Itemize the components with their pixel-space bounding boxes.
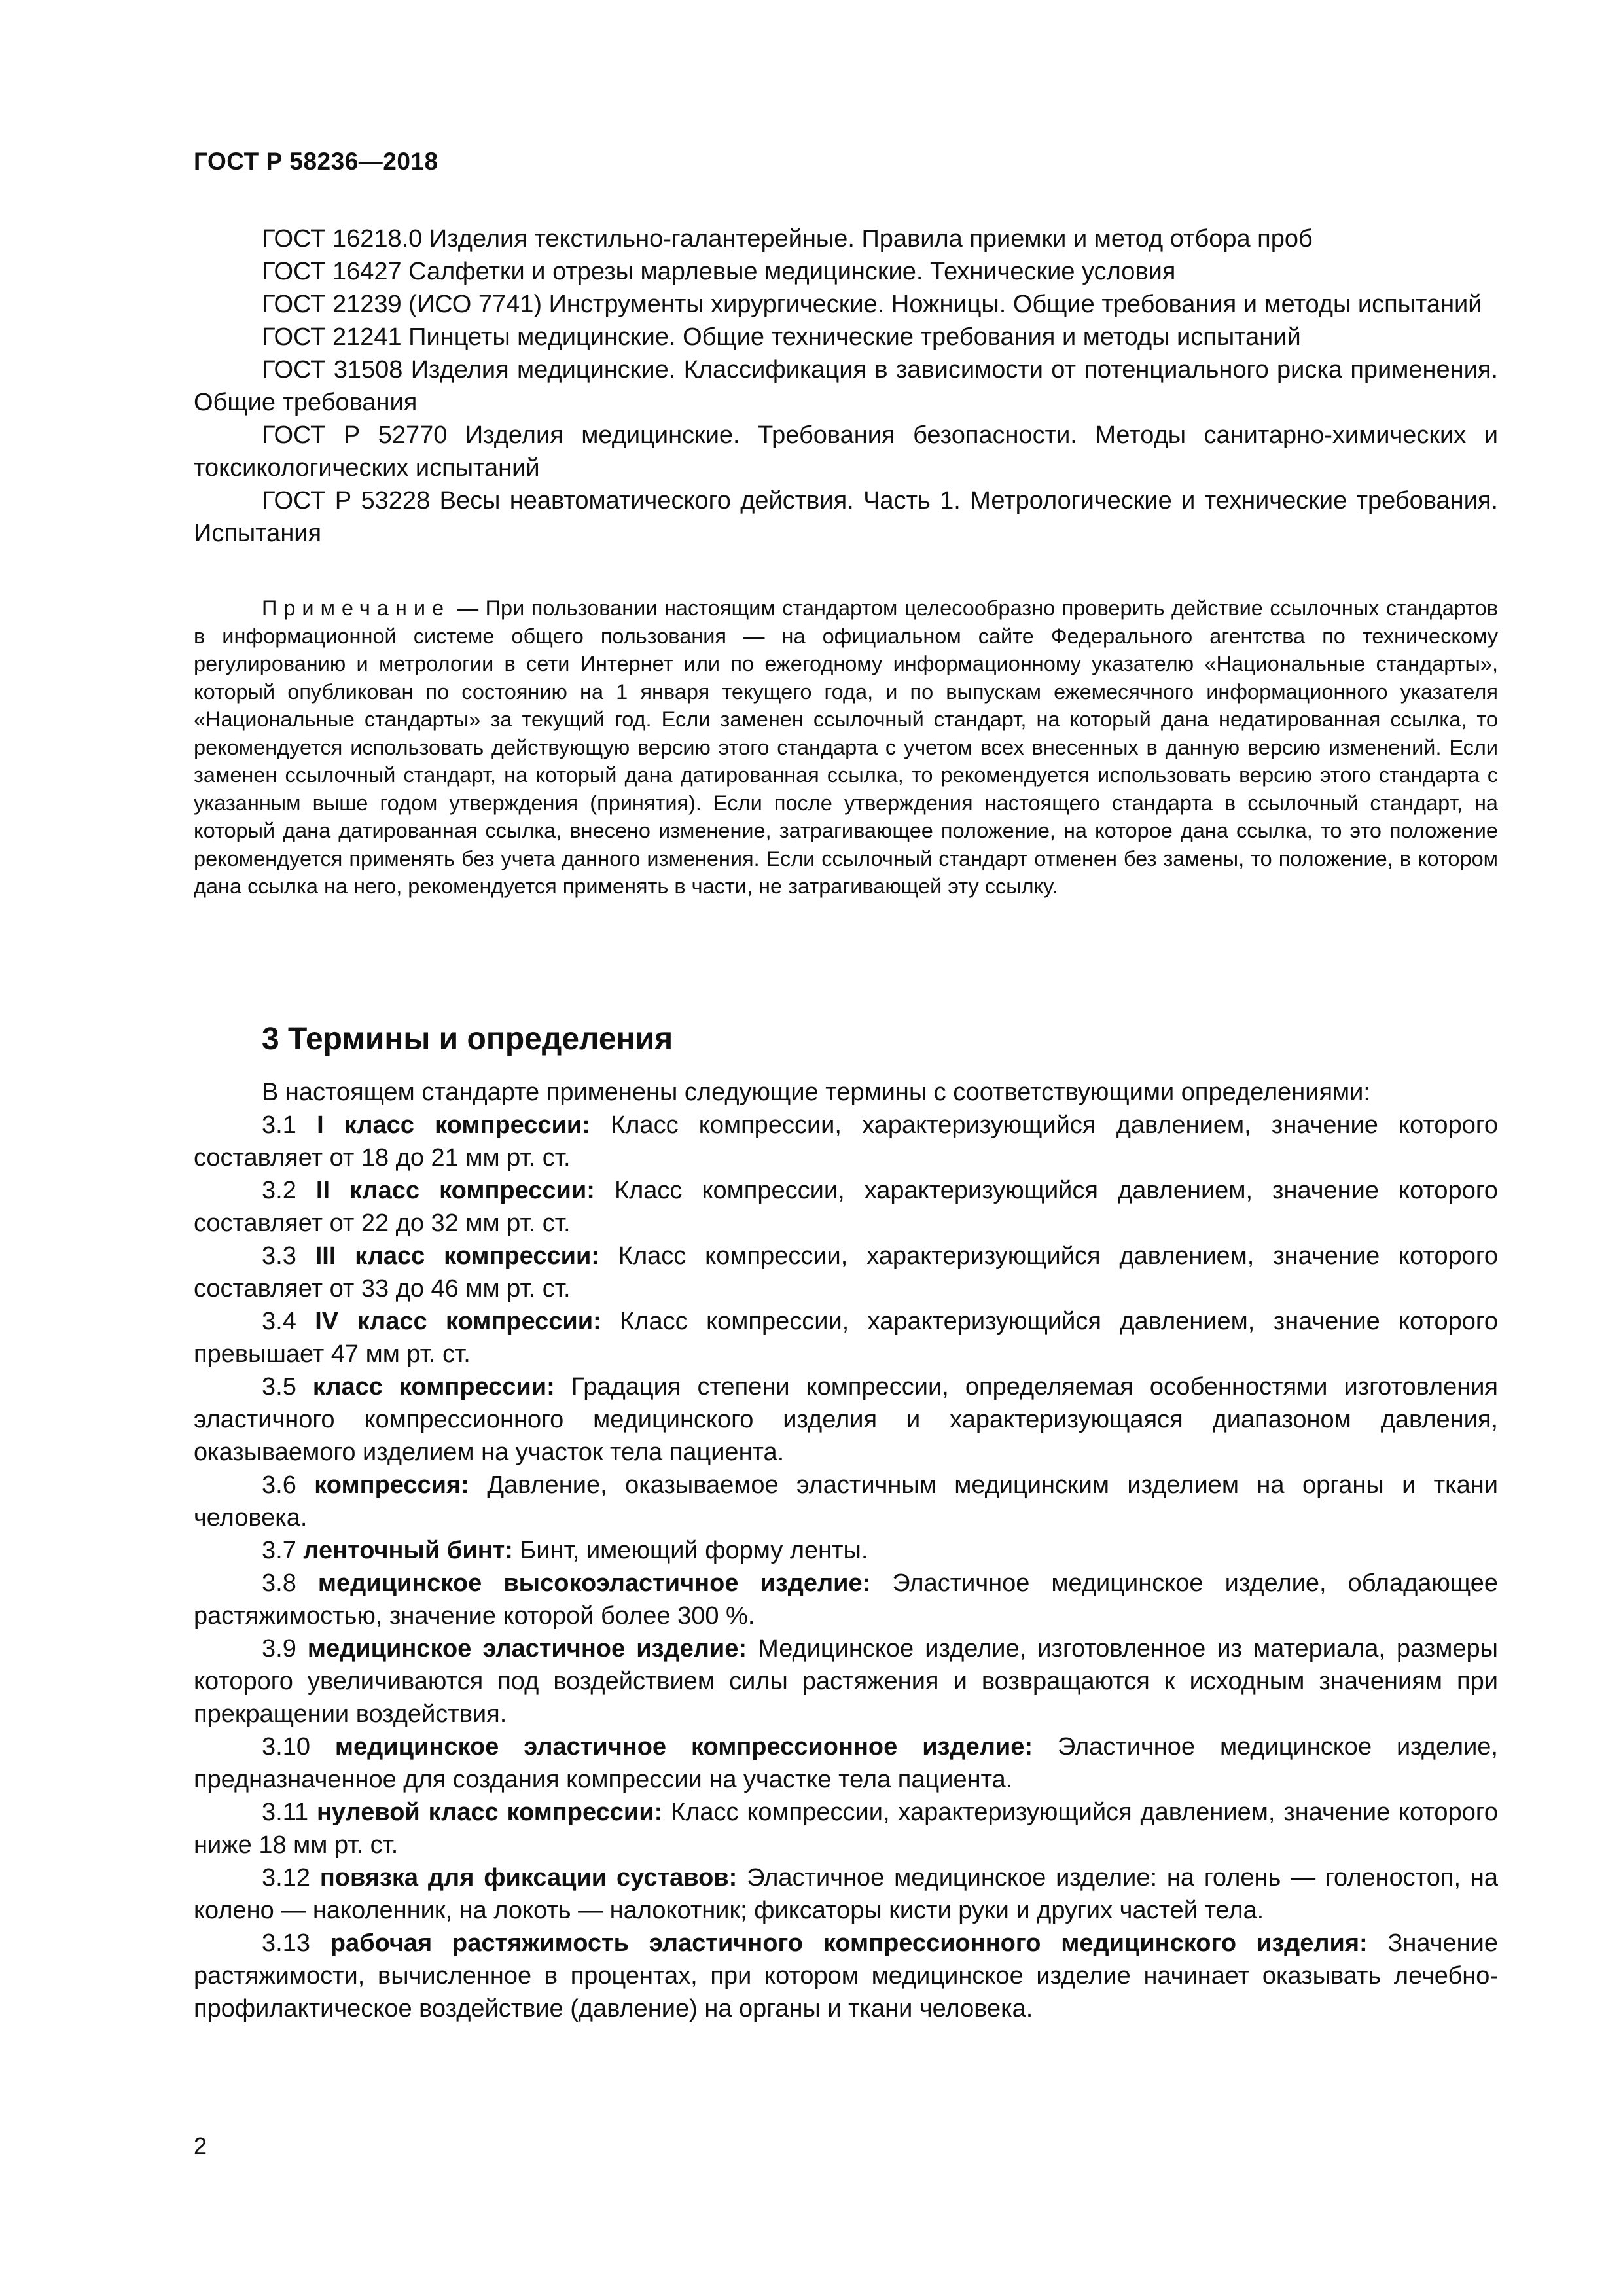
term-definition: Эластичное медицинское изделие: на голень — голеностоп, на колено — наколенник, на локоть — налокотник; фиксаторы кисти руки и других частей тела.: [194, 1864, 1498, 1924]
normative-references-list: [194, 223, 1498, 550]
term-number: 3.11: [262, 1799, 317, 1826]
term-name: I класс компрессии:: [317, 1111, 590, 1139]
term-name: рабочая растяжимость эластичного компрессионного медицинского изделия:: [330, 1929, 1368, 1957]
term-entry: [194, 1632, 1498, 1731]
term-entry: [194, 1469, 1498, 1534]
term-entry: [194, 1534, 1498, 1567]
term-entry: [194, 1174, 1498, 1240]
term-entry: [194, 1861, 1498, 1927]
term-number: 3.1: [262, 1111, 317, 1139]
reference-item: ГОСТ 16427 Салфетки и отрезы марлевые медицинские. Технические условия: [262, 258, 1176, 285]
term-entry: [194, 1371, 1498, 1469]
note-label: Примечание: [262, 596, 451, 620]
term-entry: [194, 1109, 1498, 1174]
term-number: 3.7: [262, 1537, 304, 1564]
term-definition: Класс компрессии, характеризующийся давлением, значение которого составляет от 18 до 21 мм рт. ст.: [194, 1111, 1498, 1172]
term-number: 3.10: [262, 1733, 335, 1761]
term-entry: [194, 1927, 1498, 2025]
term-number: 3.6: [262, 1471, 315, 1499]
term-name: компрессия:: [314, 1471, 469, 1499]
term-number: 3.3: [262, 1242, 315, 1270]
term-entry: [194, 1305, 1498, 1371]
term-number: 3.13: [262, 1929, 330, 1957]
term-definition: Класс компрессии, характеризующийся давлением, значение которого составляет от 33 до 46 мм рт. ст.: [194, 1242, 1499, 1302]
reference-item: ГОСТ 31508 Изделия медицинские. Классификация в зависимости от потенциального риска применения. Общие требования: [194, 356, 1498, 416]
term-name: III класс компрессии:: [315, 1242, 599, 1270]
reference-item: ГОСТ Р 52770 Изделия медицинские. Требования безопасности. Методы санитарно-химических и токсикологических испытаний: [194, 422, 1498, 482]
term-definition: Эластичное медицинское изделие, обладающее растяжимостью, значение которой более 300 %.: [194, 1570, 1498, 1630]
term-name: ленточный бинт:: [303, 1537, 513, 1564]
term-definition: Давление, оказываемое эластичным медицинским изделием на органы и ткани человека.: [194, 1471, 1498, 1532]
term-number: 3.9: [262, 1635, 308, 1662]
term-name: медицинское эластичное изделие:: [307, 1635, 747, 1662]
term-definition: Бинт, имеющий форму ленты.: [512, 1537, 868, 1564]
term-entry: [194, 1240, 1498, 1305]
term-definition: Класс компрессии, характеризующийся давлением, значение которого составляет от 22 до 32 мм рт. ст.: [194, 1177, 1498, 1237]
reference-item: ГОСТ 21239 (ИСО 7741) Инструменты хирургические. Ножницы. Общие требования и методы испытаний: [262, 291, 1482, 318]
term-entry: [194, 1731, 1498, 1796]
term-number: 3.2: [262, 1177, 316, 1204]
term-definition: Класс компрессии, характеризующийся давлением, значение которого ниже 18 мм рт. ст.: [194, 1799, 1498, 1859]
reference-item: ГОСТ 16218.0 Изделия текстильно-галантерейные. Правила приемки и метод отбора проб: [262, 225, 1313, 253]
term-definition: Класс компрессии, характеризующийся давлением, значение которого превышает 47 мм рт. ст.: [194, 1308, 1499, 1368]
term-name: медицинское эластичное компрессионное изделие:: [334, 1733, 1033, 1761]
term-number: 3.8: [262, 1570, 318, 1597]
term-name: медицинское высокоэластичное изделие:: [317, 1570, 871, 1597]
note-text: — При пользовании настоящим стандартом целесообразно проверить действие ссылочных стандартов в информационной системе общего пользования — на официальном сайте Федерального агентства по техническому регулированию и метрологии в сети Интернет или по ежегодному информационному указателю «Национальные стандарты», который опубликован по состоянию на 1 января текущего года, и по выпускам ежемесячного информационного указателя «Национальные стандарты» за текущий год. Если заменен ссылочный стандарт, на который дана недатированная ссылка, то рекомендуется использовать действующую версию этого стандарта с учетом всех внесенных в данную версию изменений. Если заменен ссылочный стандарт, на который дана датированная ссылка, то рекомендуется использовать версию этого стандарта с указанным выше годом утверждения (принятия). Если после утверждения настоящего стандарта в ссылочный стандарт, на который дана датированная ссылка, внесено изменение, затрагивающее положение, на которое дана ссылка, то это положение рекомендуется применять без учета данного изменения. Если ссылочный стандарт отменен без замены, то положение, в котором дана ссылка на него, рекомендуется применять в части, не затрагивающей эту ссылку.: [194, 596, 1498, 898]
term-entry: [194, 1567, 1498, 1632]
term-name: повязка для фиксации суставов:: [319, 1864, 738, 1892]
term-definition: Градация степени компрессии, определяемая особенностями изготовления эластичного компрессионного медицинского изделия и характеризующаяся диапазоном давления, оказываемого изделием на участок тела пациента.: [194, 1373, 1499, 1466]
term-number: 3.5: [262, 1373, 313, 1401]
term-name: нулевой класс компрессии:: [316, 1799, 663, 1826]
page-number: 2: [194, 2132, 207, 2159]
term-name: II класс компрессии:: [315, 1177, 595, 1204]
reference-item: ГОСТ 21241 Пинцеты медицинские. Общие технические требования и методы испытаний: [262, 323, 1301, 351]
terms-list: [194, 1076, 1498, 2025]
term-definition: Медицинское изделие, изготовленное из материала, размеры которого увеличиваются под воздействием силы растяжения и возвращаются к исходным значениям при прекращении воздействия.: [194, 1635, 1498, 1728]
term-definition: Значение растяжимости, вычисленное в процентах, при котором медицинское изделие начинает оказывать лечебно-профилактическое воздействие (давление) на органы и ткани человека.: [194, 1929, 1498, 2022]
term-definition: Эластичное медицинское изделие, предназначенное для создания компрессии на участке тела пациента.: [194, 1733, 1498, 1793]
document-code-header: ГОСТ Р 58236—2018: [194, 148, 438, 175]
term-name: класс компрессии:: [312, 1373, 555, 1401]
term-entry: [194, 1796, 1498, 1861]
reference-note: [194, 594, 1498, 901]
section-title: 3 Термины и определения: [262, 1022, 673, 1056]
note-paragraph: [194, 594, 1498, 901]
term-name: IV класс компрессии:: [315, 1308, 601, 1335]
term-number: 3.12: [262, 1864, 320, 1892]
reference-item: ГОСТ Р 53228 Весы неавтоматического действия. Часть 1. Метрологические и технические требования. Испытания: [194, 487, 1498, 547]
section-intro: В настоящем стандарте применены следующие термины с соответствующими определениями:: [262, 1079, 1370, 1106]
term-number: 3.4: [262, 1308, 315, 1335]
